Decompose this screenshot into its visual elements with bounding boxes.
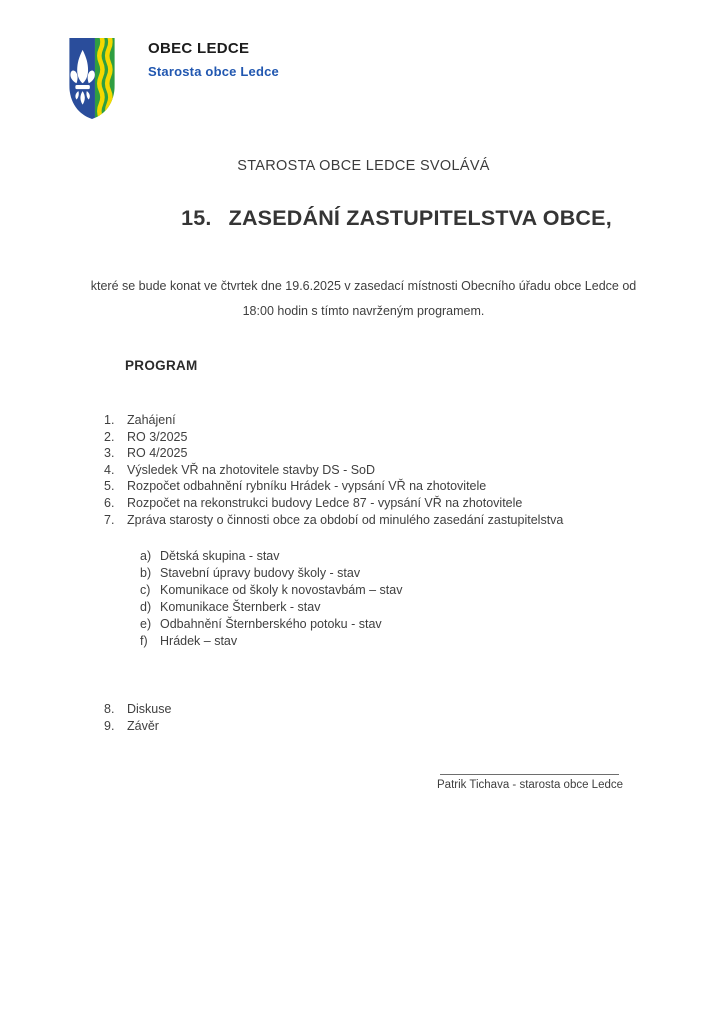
subitem-text: Dětská skupina - stav: [160, 549, 280, 564]
item-text: Diskuse: [127, 702, 172, 717]
program-item: [104, 512, 563, 529]
meeting-title-text: ZASEDÁNÍ ZASTUPITELSTVA OBCE,: [228, 206, 612, 230]
signature-name: Patrik Tichava - starosta obce Ledce: [437, 779, 624, 791]
signature-block: [437, 774, 623, 791]
item-text: Závěr: [127, 719, 159, 734]
subitem-text: Komunikace od školy k novostavbám – stav: [160, 583, 403, 598]
program-closing-list: [104, 701, 563, 735]
program-subitem: [140, 582, 563, 599]
program-item: [104, 495, 563, 512]
item-text: Zpráva starosty o činnosti obce za období od minulého zasedání zastupitelstva: [127, 512, 564, 527]
subitem-letter: c): [140, 583, 151, 598]
subitem-letter: e): [140, 617, 152, 632]
program-item: [104, 478, 563, 495]
program-item: [104, 445, 563, 462]
program-heading: PROGRAM: [125, 358, 198, 373]
details-line-2: 18:00 hodin s tímto navrženým programem.: [242, 303, 485, 318]
meeting-title: [66, 206, 727, 231]
subitem-letter: a): [140, 549, 152, 564]
program-subitem: [140, 633, 563, 650]
item-number: 4.: [104, 462, 115, 477]
program-subitem: [140, 565, 563, 582]
item-text: Zahájení: [127, 413, 176, 427]
program-list: [104, 412, 563, 735]
subitem-text: Komunikace Šternberk - stav: [160, 600, 321, 615]
item-number: 2.: [104, 429, 115, 444]
program-subitem: [140, 616, 563, 633]
subitem-text: Odbahnění Šternberského potoku - stav: [160, 617, 382, 632]
program-sublist: [140, 548, 563, 650]
program-item: [104, 429, 563, 446]
signature-line: [440, 774, 619, 775]
item-text: RO 3/2025: [127, 429, 188, 444]
intro-line: STAROSTA OBCE LEDCE SVOLÁVÁ: [237, 158, 490, 174]
item-number: 8.: [104, 702, 115, 717]
item-number: 5.: [104, 479, 115, 494]
item-text: RO 4/2025: [127, 446, 188, 461]
program-item: [104, 718, 563, 735]
program-item: [104, 701, 563, 718]
subitem-text: Stavební úpravy budovy školy - stav: [160, 566, 361, 581]
subitem-letter: b): [140, 566, 152, 581]
item-number: 9.: [104, 719, 115, 734]
subitem-letter: d): [140, 600, 152, 615]
item-text: Výsledek VŘ na zhotovitele stavby DS - SoD: [127, 462, 376, 477]
meeting-details: [60, 274, 667, 323]
program-subitem: [140, 548, 563, 565]
program-subitem: [140, 599, 563, 616]
item-number: 7.: [104, 512, 115, 527]
subitem-letter: f): [140, 634, 148, 649]
item-text: Rozpočet odbahnění rybníku Hrádek - vypsání VŘ na zhotovitele: [127, 479, 487, 494]
org-name: OBEC LEDCE: [148, 40, 250, 57]
item-text: Rozpočet na rekonstrukci budovy Ledce 87 - vypsání VŘ na zhotovitele: [127, 495, 523, 510]
org-subtitle: Starosta obce Ledce: [148, 64, 279, 79]
header-org-block: [148, 40, 279, 79]
ledce-coat-of-arms-icon: [68, 37, 116, 120]
program-item: [104, 462, 563, 479]
details-line-1: které se bude konat ve čtvrtek dne 19.6.2025 v zasedací místnosti Obecního úřadu obce Ledce od: [90, 279, 637, 293]
item-number: 3.: [104, 446, 115, 461]
item-number: 1.: [104, 413, 115, 427]
meeting-number: 15.: [181, 206, 212, 230]
item-number: 6.: [104, 495, 115, 510]
program-item: [104, 412, 563, 429]
subitem-text: Hrádek – stav: [160, 634, 238, 649]
